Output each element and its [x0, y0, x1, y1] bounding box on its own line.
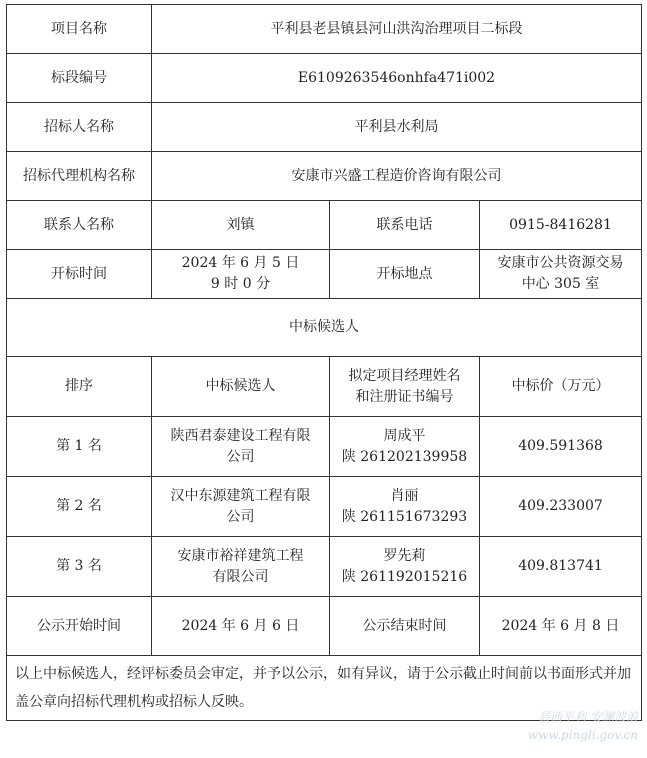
header-price: 中标价（万元）: [480, 357, 642, 417]
project-name-label: 项目名称: [7, 5, 152, 54]
project-name-value: 平利县老县镇县河山洪沟治理项目二标段: [152, 5, 642, 54]
open-place-value: [480, 250, 642, 299]
tenderer-label: 招标人名称: [7, 103, 152, 152]
candidates-section-title: 中标候选人: [7, 299, 642, 357]
bid-result-table: [6, 4, 642, 721]
publicity-end-value: 2024 年 6 月 8 日: [480, 597, 642, 656]
candidate-company-line1: 汉中东源建筑工程有限: [170, 487, 311, 504]
candidate-manager-cert: 陕 261151673293: [341, 508, 468, 525]
candidate-company: [152, 537, 330, 597]
candidate-price: 409.591368: [480, 417, 642, 477]
table-row: [7, 537, 642, 597]
row-contact: [7, 201, 642, 250]
header-candidate: 中标候选人: [152, 357, 330, 417]
candidate-manager-name: 罗先莉: [383, 547, 426, 564]
candidate-price: 409.233007: [480, 477, 642, 537]
header-manager: [330, 357, 480, 417]
notice-text: 以上中标候选人，经评标委员会审定，并予以公示，如有异议，请于公示截止时间前以书面形式并加盖公章向招标代理机构或招标人反映。: [7, 656, 642, 721]
candidate-manager: [330, 417, 480, 477]
open-place-line2: 中心 305 室: [521, 276, 600, 292]
publicity-start-label: 公示开始时间: [7, 597, 152, 656]
open-place-label: 开标地点: [330, 250, 480, 299]
candidate-rank: 第 3 名: [7, 537, 152, 597]
candidate-rank: 第 1 名: [7, 417, 152, 477]
open-place-line1: 安康市公共资源交易: [497, 255, 624, 271]
candidate-company: [152, 477, 330, 537]
row-candidates-header: [7, 357, 642, 417]
publicity-end-label: 公示结束时间: [330, 597, 480, 656]
open-time-value: [152, 250, 330, 299]
phone-value: 0915-8416281: [480, 201, 642, 250]
candidate-manager-cert: 陕 261192015216: [341, 568, 468, 585]
row-agency: [7, 152, 642, 201]
header-manager-line1: 拟定项目经理姓名: [348, 367, 461, 384]
open-time-hour: 9 时 0 分: [210, 276, 271, 292]
candidate-rank: 第 2 名: [7, 477, 152, 537]
header-rank: 排序: [7, 357, 152, 417]
row-project-name: [7, 5, 642, 54]
row-opening: [7, 250, 642, 299]
row-candidates-title: [7, 299, 642, 357]
row-tenderer: [7, 103, 642, 152]
candidate-manager: [330, 477, 480, 537]
section-number-value: E6109263546onhfa471i002: [152, 54, 642, 103]
open-time-date: 2024 年 6 月 5 日: [181, 255, 300, 271]
candidate-manager-name: 周成平: [383, 427, 426, 444]
candidate-company-line2: 公司: [226, 448, 255, 465]
candidate-manager-name: 肖丽: [390, 487, 419, 504]
candidate-manager: [330, 537, 480, 597]
table-row: [7, 477, 642, 537]
candidate-manager-cert: 陕 261202139958: [341, 448, 468, 465]
candidate-company-line2: 有限公司: [212, 568, 269, 585]
table-row: [7, 417, 642, 477]
watermark-line1: 县西平利 安澜波浪: [538, 710, 638, 724]
candidate-company-line2: 公司: [226, 508, 255, 525]
tenderer-value: 平利县水利局: [152, 103, 642, 152]
candidate-company: [152, 417, 330, 477]
publicity-start-value: 2024 年 6 月 6 日: [152, 597, 330, 656]
candidate-price: 409.813741: [480, 537, 642, 597]
open-time-label: 开标时间: [7, 250, 152, 299]
contact-label: 联系人名称: [7, 201, 152, 250]
header-manager-line2: 和注册证书编号: [355, 388, 454, 405]
candidate-company-line1: 安康市裕祥建筑工程: [177, 547, 304, 564]
phone-label: 联系电话: [330, 201, 480, 250]
agency-label: 招标代理机构名称: [7, 152, 152, 201]
agency-value: 安康市兴盛工程造价咨询有限公司: [152, 152, 642, 201]
row-notice: [7, 656, 642, 721]
watermark-line2: www.pingli.gov.cn: [527, 728, 638, 742]
contact-value: 刘镇: [152, 201, 330, 250]
row-publicity: [7, 597, 642, 656]
row-section-number: [7, 54, 642, 103]
candidate-company-line1: 陕西君泰建设工程有限: [170, 427, 311, 444]
section-number-label: 标段编号: [7, 54, 152, 103]
